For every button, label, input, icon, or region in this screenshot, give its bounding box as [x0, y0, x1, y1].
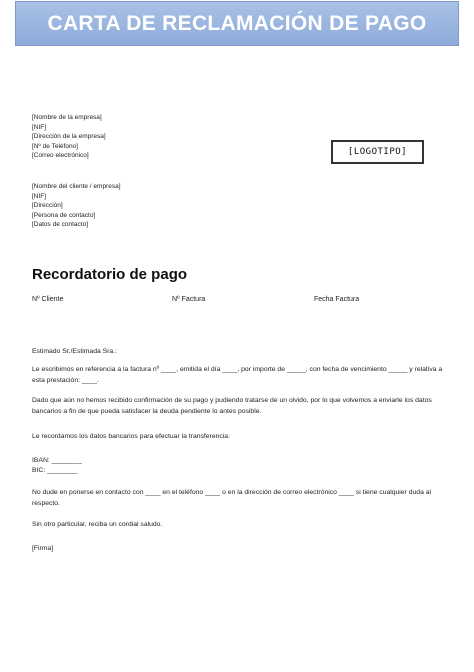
paragraph-payment-reminder: Dado que aún no hemos recibido confirmación de su pago y pudiendo tratarse de un olvido, por lo que volvemos a enviarle los datos bancarios a fin de que pueda satisfacer la deuda pendiente lo antes posible. [32, 397, 432, 415]
paragraph-contact: No dude en ponerse en contacto con ____ en el teléfono ____ o en la dirección de correo electrónico ____ si tiene cualquier duda al respecto. [32, 489, 432, 507]
paragraph-invoice-reference: Le escribimos en referencia a la factura nº ____, emitida el día ____, por importe de _____, con fecha de vencimiento _____ y relativa a esta prestación: ____. [32, 366, 443, 384]
sender-company-name: [Nombre de la empresa] [32, 114, 102, 121]
document-title: CARTA DE RECLAMACIÓN DE PAGO [47, 11, 427, 35]
client-contact-person: [Persona de contacto] [32, 211, 96, 219]
sender-email: [Correo electrónico] [32, 152, 89, 160]
client-address: [Dirección] [32, 202, 63, 210]
greeting: Estimado Sr./Estimada Sra.: [32, 348, 117, 355]
paragraph-bank-details-intro: Le recordamos los datos bancarios para efectuar la transferencia: [32, 433, 230, 440]
sender-nif: [NIF] [32, 123, 47, 131]
sender-details [32, 113, 106, 161]
signature-placeholder: [Firma] [32, 545, 54, 552]
iban-line: IBAN: ________ [32, 457, 82, 464]
client-nif: [NIF] [32, 192, 47, 200]
sender-phone: [Nº de Teléfono] [32, 142, 78, 150]
title-banner [15, 1, 459, 46]
field-invoice-number: Nº Factura [172, 296, 206, 303]
logo-label: [LOGOTIPO] [347, 147, 408, 157]
sender-address: [Dirección de la empresa] [32, 133, 106, 141]
logo-placeholder [331, 140, 424, 164]
closing-line: Sin otro particular, reciba un cordial saludo. [32, 521, 163, 528]
field-invoice-date: Fecha Factura [314, 296, 360, 303]
client-contact-data: [Datos de contacto] [32, 221, 89, 229]
client-name: [Nombre del cliente / empresa] [32, 183, 121, 190]
field-client-number: Nº Cliente [32, 296, 64, 303]
reminder-heading: Recordatorio de pago [32, 266, 188, 283]
bic-line: BIC: ________ [32, 467, 78, 474]
client-details [32, 182, 121, 230]
